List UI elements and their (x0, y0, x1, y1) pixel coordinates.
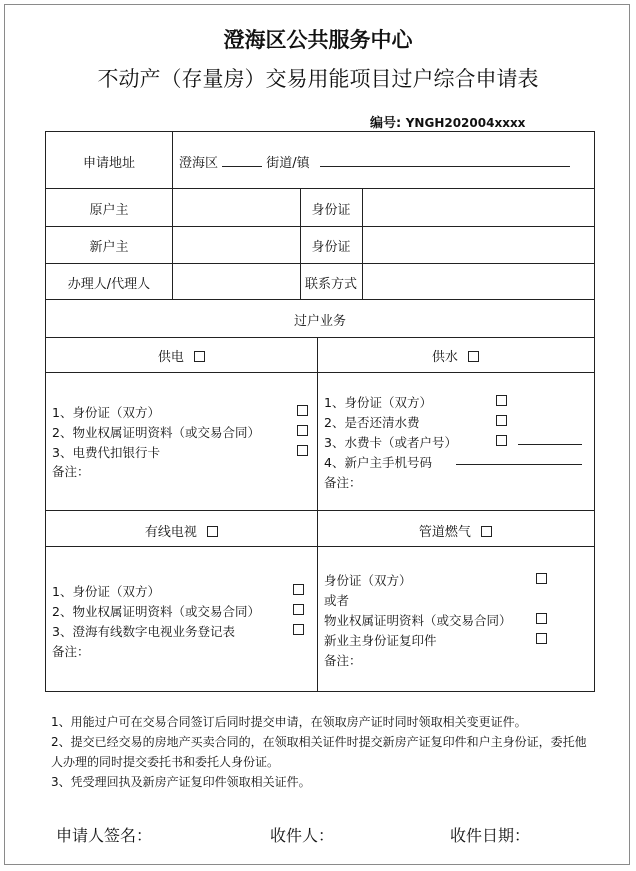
table-rule (46, 546, 594, 547)
tv-header (46, 521, 317, 540)
address-label: 申请地址 (82, 156, 135, 171)
table-rule (172, 132, 173, 299)
gas-title: 管道燃气 (418, 525, 471, 540)
form-title: 澄海区公共服务中心 (223, 27, 413, 52)
form-subtitle: 不动产（存量房）交易用能项目过户综合申请表 (97, 67, 539, 91)
form-code-label: 编号: (370, 116, 402, 131)
address-field[interactable] (179, 152, 570, 171)
tv-item: 1、身份证（双方） (52, 584, 160, 599)
street-text: 街道/镇 (266, 156, 310, 171)
receiver-label: 收件人： (270, 826, 335, 845)
water-header (317, 346, 594, 365)
tv-remark: 备注： (52, 644, 90, 659)
water-item-checkbox[interactable] (496, 435, 507, 446)
power-remark: 备注： (52, 464, 90, 479)
tv-item: 2、物业权属证明资料（或交易合同） (52, 604, 260, 619)
agent-label: 办理人/代理人 (67, 277, 151, 292)
note-item: 2、提交已经交易的房地产买卖合同的，在领取相关证件时提交新房产证复印件和户主身份证，委托他人办理的同时提交委托书和委托人身份证。 (51, 735, 587, 769)
water-item-checkbox[interactable] (496, 395, 507, 406)
water-item: 2、是否还清水费 (324, 415, 420, 430)
power-checkbox[interactable] (194, 351, 205, 362)
power-item: 1、身份证（双方） (52, 405, 160, 420)
table-rule (46, 188, 594, 189)
tv-item-checkbox[interactable] (293, 584, 304, 595)
water-item: 1、身份证（双方） (324, 395, 432, 410)
note-item: 1、用能过户可在交易合同签订后同时提交申请，在领取房产证时同时领取相关变更证件。 (51, 715, 527, 729)
water-checkbox[interactable] (468, 351, 479, 362)
tv-item-checkbox[interactable] (293, 604, 304, 615)
power-item: 3、电费代扣银行卡 (52, 445, 160, 460)
water-item: 3、水费卡（或者户号） (324, 435, 457, 450)
district-text: 澄海区 (179, 156, 219, 171)
water-card-blank[interactable] (518, 432, 582, 445)
applicant-signature-label: 申请人签名： (56, 826, 153, 845)
orig-owner-id-label: 身份证 (311, 203, 351, 218)
gas-item: 新业主身份证复印件 (324, 633, 437, 648)
gas-header (317, 521, 594, 540)
address-blank[interactable] (320, 154, 570, 167)
power-item-checkbox[interactable] (297, 425, 308, 436)
orig-owner-label: 原户主 (89, 203, 129, 218)
table-rule (362, 188, 363, 299)
table-rule (46, 226, 594, 227)
form-code (370, 112, 525, 131)
table-rule (46, 337, 594, 338)
power-header (46, 346, 317, 365)
tv-item: 3、澄海有线数字电视业务登记表 (52, 624, 235, 639)
water-item-checkbox[interactable] (496, 415, 507, 426)
receive-date-label: 收件日期： (450, 826, 531, 845)
tv-item-checkbox[interactable] (293, 624, 304, 635)
notes-section (51, 712, 596, 792)
phone-blank[interactable] (456, 452, 582, 465)
contact-label: 联系方式 (304, 277, 357, 292)
form-code-value: YNGH202004xxxx (405, 116, 526, 130)
gas-item-checkbox[interactable] (536, 633, 547, 644)
table-rule (46, 299, 594, 300)
transfer-business-heading: 过户业务 (293, 314, 346, 329)
water-title: 供水 (431, 350, 458, 365)
gas-item-checkbox[interactable] (536, 573, 547, 584)
power-item-checkbox[interactable] (297, 445, 308, 456)
gas-checkbox[interactable] (481, 526, 492, 537)
note-item: 3、凭受理回执及新房产证复印件领取相关证件。 (51, 775, 311, 789)
tv-title: 有线电视 (144, 525, 197, 540)
gas-remark: 备注： (324, 653, 362, 668)
table-rule (46, 510, 594, 511)
power-item-checkbox[interactable] (297, 405, 308, 416)
gas-item: 或者 (324, 593, 350, 608)
tv-checkbox[interactable] (207, 526, 218, 537)
gas-item-checkbox[interactable] (536, 613, 547, 624)
table-rule (317, 337, 318, 692)
table-rule (46, 263, 594, 264)
application-table (45, 131, 595, 692)
district-blank[interactable] (222, 154, 262, 167)
power-title: 供电 (157, 350, 184, 365)
new-owner-label: 新户主 (89, 240, 129, 255)
power-item: 2、物业权属证明资料（或交易合同） (52, 425, 260, 440)
water-remark: 备注： (324, 475, 362, 490)
table-rule (46, 372, 594, 373)
gas-item: 物业权属证明资料（或交易合同） (324, 613, 512, 628)
new-owner-id-label: 身份证 (311, 240, 351, 255)
water-item: 4、新户主手机号码 (324, 455, 432, 470)
gas-item: 身份证（双方） (324, 573, 412, 588)
